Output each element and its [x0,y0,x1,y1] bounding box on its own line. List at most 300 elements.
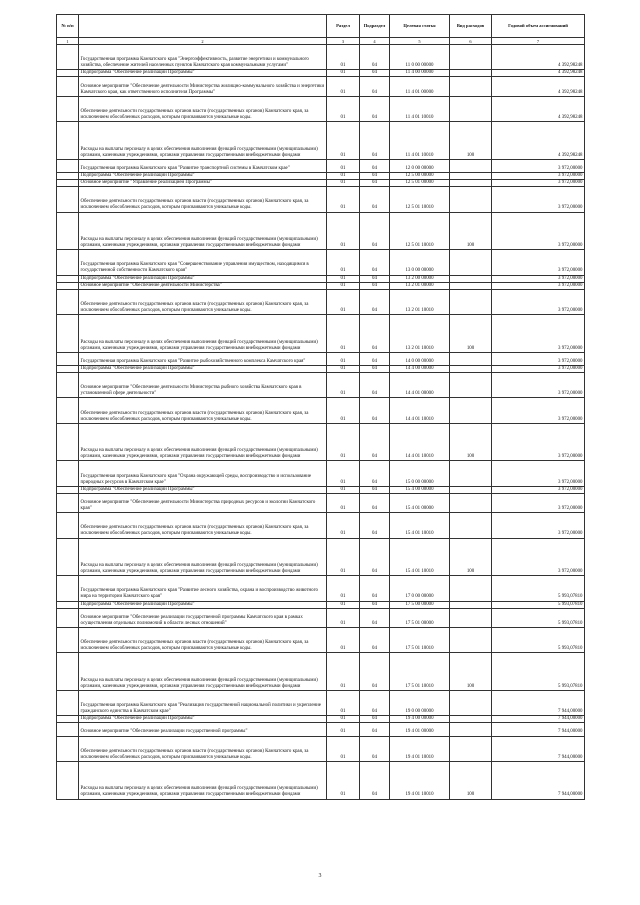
table-row [57,70,585,77]
row-name: Основное мероприятие "Обеспечение деятельности Министерства жилищно-коммунального хозяйства и энергетики Камчатского края, как ответственного исполнителя Программы" [79,77,327,96]
row-razdel: 01 [327,601,360,608]
row-podrazdel: 04 [360,608,390,627]
row-target-article: 12 5 01 10010 [390,187,450,212]
row-target-article: 12 5 01 10010 [390,212,450,250]
table-row [57,365,585,372]
row-razdel: 01 [327,690,360,715]
row-amount: 3 972,00000 [492,486,585,493]
row-target-article: 14 0 00 00000 [390,352,450,365]
row-target-article: 17 5 00 00000 [390,601,450,608]
row-expense-type [450,716,492,723]
row-target-article: 11 4 00 00000 [390,70,450,77]
row-razdel: 01 [327,180,360,187]
row-razdel: 01 [327,372,360,397]
table-row [57,122,585,160]
row-target-article: 12 5 00 00000 [390,172,450,179]
row-podrazdel: 04 [360,159,390,172]
row-razdel: 01 [327,159,360,172]
row-razdel: 01 [327,608,360,627]
row-amount: 3 972,00000 [492,423,585,461]
row-number [57,653,79,691]
row-razdel: 01 [327,172,360,179]
row-amount: 7 944,00000 [492,690,585,715]
row-name: Основное мероприятие "Обеспечение реализации государственной программы" [79,723,327,736]
row-target-article: 17 0 00 00000 [390,576,450,601]
table-row [57,538,585,576]
row-podrazdel: 04 [360,461,390,486]
row-name: Обеспечение деятельности государственных органов власти (государственных органов) Камчатского края, за исключением обособленных расходов, которым присваиваются уникальные коды. [79,398,327,423]
row-podrazdel: 04 [360,716,390,723]
row-name: Расходы на выплаты персоналу в целях обеспечения выполнения функций государственными (муниципальными) органами, казенными учреждениями, органами управления государственными внебюджетными фондами [79,538,327,576]
row-podrazdel: 04 [360,172,390,179]
row-razdel: 01 [327,723,360,736]
column-number: 4 [360,38,390,45]
row-number [57,538,79,576]
row-target-article: 19 4 01 00000 [390,723,450,736]
row-name: Обеспечение деятельности государственных органов власти (государственных органов) Камчатского края, за исключением обособленных расходов, которым присваиваются уникальные коды. [79,736,327,761]
row-number [57,352,79,365]
row-name: Основное мероприятие "Обеспечение деятельности Министерства рыбного хозяйства Камчатского края в установленной сфере деятельности" [79,372,327,397]
table-row [57,761,585,799]
row-name: Государственная программа Камчатского края "Энергоэффективность, развитие энергетики и коммунального хозяйства, обеспечение жителей населенных пунктов Камчатского края коммунальными услугами" [79,45,327,70]
row-razdel: 01 [327,486,360,493]
row-expense-type [450,486,492,493]
row-target-article: 11 4 01 00000 [390,77,450,96]
row-name: Расходы на выплаты персоналу в целях обеспечения выполнения функций государственными (муниципальными) органами, казенными учреждениями, органами управления государственными внебюджетными фондами [79,315,327,353]
row-target-article: 17 5 01 10010 [390,653,450,691]
row-podrazdel: 04 [360,122,390,160]
row-target-article: 13 2 01 10010 [390,289,450,314]
row-razdel: 01 [327,275,360,282]
page-number: 3 [318,873,322,879]
row-razdel: 01 [327,77,360,96]
row-expense-type [450,601,492,608]
header-podrazdel: Подраздел [360,15,390,38]
row-razdel: 01 [327,761,360,799]
row-razdel: 01 [327,716,360,723]
row-amount: 3 972,00000 [492,372,585,397]
row-target-article: 15 4 01 00000 [390,493,450,512]
table-row [57,398,585,423]
row-target-article: 15 4 00 00000 [390,486,450,493]
row-expense-type [450,70,492,77]
table-row [57,250,585,275]
row-amount: 5 993,07810 [492,627,585,652]
row-name: Расходы на выплаты персоналу в целях обеспечения выполнения функций государственными (муниципальными) органами, казенными учреждениями, органами управления государственными внебюджетными фондами [79,212,327,250]
row-razdel: 01 [327,365,360,372]
row-target-article: 11 4 01 10010 [390,96,450,121]
row-podrazdel: 04 [360,627,390,652]
row-name: Подпрограмма "Обеспечение реализации Программы" [79,486,327,493]
row-target-article: 11 4 01 10010 [390,122,450,160]
table-row [57,212,585,250]
header-no: № п/п [57,15,79,38]
row-name: Подпрограмма "Обеспечение реализации Программы" [79,601,327,608]
row-target-article: 13 0 00 00000 [390,250,450,275]
table-row [57,653,585,691]
row-number [57,723,79,736]
row-razdel: 01 [327,461,360,486]
row-name: Расходы на выплаты персоналу в целях обеспечения выполнения функций государственными (муниципальными) органами, казенными учреждениями, органами управления государственными внебюджетными фондами [79,122,327,160]
row-podrazdel: 04 [360,761,390,799]
row-amount: 3 972,00000 [492,159,585,172]
table-row [57,601,585,608]
row-podrazdel: 04 [360,493,390,512]
row-expense-type [450,736,492,761]
row-amount: 4 392,98248 [492,122,585,160]
row-expense-type: 100 [450,315,492,353]
row-name: Подпрограмма "Обеспечение реализации Программы" [79,716,327,723]
row-name: Обеспечение деятельности государственных органов власти (государственных органов) Камчатского края, за исключением обособленных расходов, которым присваиваются уникальные коды. [79,289,327,314]
row-number [57,315,79,353]
row-number [57,513,79,538]
row-amount: 3 972,00000 [492,461,585,486]
row-podrazdel: 04 [360,601,390,608]
row-target-article: 19 4 01 10010 [390,736,450,761]
row-name: Обеспечение деятельности государственных органов власти (государственных органов) Камчатского края, за исключением обособленных расходов, которым присваиваются уникальные коды. [79,96,327,121]
table-row [57,372,585,397]
header-annual-amount: Годовой объем ассигнований [492,15,585,38]
row-amount: 3 972,00000 [492,538,585,576]
header-razdel: Раздел [327,15,360,38]
table-row [57,608,585,627]
row-amount: 3 972,00000 [492,275,585,282]
row-razdel: 01 [327,122,360,160]
row-razdel: 01 [327,212,360,250]
row-expense-type: 100 [450,212,492,250]
budget-table [56,14,585,800]
row-razdel: 01 [327,736,360,761]
row-target-article: 14 4 01 10010 [390,423,450,461]
row-target-article: 12 5 01 00000 [390,180,450,187]
row-amount: 5 993,07810 [492,608,585,627]
row-amount: 3 972,00000 [492,493,585,512]
row-number [57,627,79,652]
row-expense-type [450,289,492,314]
table-row [57,315,585,353]
row-razdel: 01 [327,627,360,652]
row-name: Основное мероприятие "Обеспечение реализации государственной программы Камчатского края в рамках осуществления отдельных полномочий в области лесных отношений" [79,608,327,627]
row-target-article: 19 4 00 00000 [390,716,450,723]
row-name: Государственная программа Камчатского края "Развитие транспортной системы в Камчатском крае" [79,159,327,172]
row-amount: 3 972,00000 [492,352,585,365]
column-number: 5 [390,38,450,45]
row-podrazdel: 04 [360,282,390,289]
row-number [57,172,79,179]
row-amount: 3 972,00000 [492,513,585,538]
row-number [57,716,79,723]
row-expense-type [450,250,492,275]
row-expense-type [450,275,492,282]
table-row [57,461,585,486]
table-row [57,513,585,538]
row-number [57,159,79,172]
row-razdel: 01 [327,250,360,275]
row-number [57,423,79,461]
row-razdel: 01 [327,493,360,512]
row-number [57,372,79,397]
table-row [57,172,585,179]
row-expense-type [450,352,492,365]
row-amount: 5 993,07810 [492,601,585,608]
table-row [57,690,585,715]
row-podrazdel: 04 [360,315,390,353]
row-expense-type [450,493,492,512]
row-razdel: 01 [327,398,360,423]
row-podrazdel: 04 [360,70,390,77]
row-podrazdel: 04 [360,96,390,121]
row-name: Расходы на выплаты персоналу в целях обеспечения выполнения функций государственными (муниципальными) органами, казенными учреждениями, органами управления государственными внебюджетными фондами [79,653,327,691]
row-podrazdel: 04 [360,365,390,372]
row-expense-type [450,372,492,397]
row-podrazdel: 04 [360,187,390,212]
row-expense-type [450,513,492,538]
table-row [57,275,585,282]
row-razdel: 01 [327,282,360,289]
row-podrazdel: 04 [360,289,390,314]
row-name: Основное мероприятие "Обеспечение деятельности Министерства природных ресурсов и экологии Камчатского края" [79,493,327,512]
row-podrazdel: 04 [360,513,390,538]
row-number [57,576,79,601]
row-amount: 3 972,00000 [492,172,585,179]
row-expense-type [450,77,492,96]
row-podrazdel: 04 [360,690,390,715]
header-target-article: Целевая статья [390,15,450,38]
row-amount: 5 993,07810 [492,653,585,691]
row-amount: 3 972,00000 [492,250,585,275]
row-number [57,122,79,160]
row-number [57,365,79,372]
row-number [57,601,79,608]
column-number: 3 [327,38,360,45]
row-target-article: 14 4 00 00000 [390,365,450,372]
table-row [57,96,585,121]
row-podrazdel: 04 [360,212,390,250]
row-name: Государственная программа Камчатского края "Охрана окружающей среды, воспроизводство и использование природных ресурсов в Камчатском крае" [79,461,327,486]
row-number [57,96,79,121]
row-target-article: 13 2 01 00000 [390,282,450,289]
table-row [57,159,585,172]
row-razdel: 01 [327,352,360,365]
row-expense-type [450,96,492,121]
row-amount: 3 972,00000 [492,180,585,187]
row-amount: 3 972,00000 [492,398,585,423]
header-name [79,15,327,38]
row-target-article: 12 0 00 00000 [390,159,450,172]
row-amount: 7 944,00000 [492,736,585,761]
row-amount: 3 972,00000 [492,282,585,289]
row-expense-type [450,180,492,187]
row-podrazdel: 04 [360,180,390,187]
table-row [57,486,585,493]
row-number [57,736,79,761]
row-expense-type: 100 [450,423,492,461]
row-razdel: 01 [327,289,360,314]
table-header [57,15,585,45]
table-row [57,627,585,652]
row-number [57,398,79,423]
row-amount: 4 392,98248 [492,45,585,70]
row-razdel: 01 [327,513,360,538]
row-amount: 7 944,00000 [492,716,585,723]
row-expense-type [450,608,492,627]
row-target-article: 14 4 01 10010 [390,398,450,423]
row-target-article: 11 0 00 00000 [390,45,450,70]
row-amount: 3 972,00000 [492,212,585,250]
row-number [57,761,79,799]
header-expense-type: Вид расходов [450,15,492,38]
row-name: Расходы на выплаты персоналу в целях обеспечения выполнения функций государственными (муниципальными) органами, казенными учреждениями, органами управления государственными внебюджетными фондами [79,423,327,461]
row-expense-type [450,187,492,212]
row-expense-type [450,723,492,736]
row-razdel: 01 [327,96,360,121]
row-target-article: 17 5 01 00000 [390,608,450,627]
row-razdel: 01 [327,653,360,691]
row-number [57,608,79,627]
row-name: Основное мероприятие "Обеспечение деятельности Министерства" [79,282,327,289]
row-name: Подпрограмма "Обеспечение реализации Программы" [79,172,327,179]
row-target-article: 15 4 01 10010 [390,513,450,538]
row-expense-type: 100 [450,761,492,799]
row-amount: 5 993,07810 [492,576,585,601]
row-podrazdel: 04 [360,275,390,282]
row-name: Расходы на выплаты персоналу в целях обеспечения выполнения функций государственными (муниципальными) органами, казенными учреждениями, органами управления государственными внебюджетными фондами [79,761,327,799]
row-name: Обеспечение деятельности государственных органов власти (государственных органов) Камчатского края, за исключением обособленных расходов, которым присваиваются уникальные коды. [79,187,327,212]
row-amount: 4 392,98248 [492,70,585,77]
row-podrazdel: 04 [360,736,390,761]
row-amount: 7 944,00000 [492,761,585,799]
row-podrazdel: 04 [360,576,390,601]
row-expense-type [450,398,492,423]
row-number [57,493,79,512]
row-number [57,461,79,486]
row-number [57,250,79,275]
row-expense-type [450,365,492,372]
row-expense-type: 100 [450,122,492,160]
row-number [57,289,79,314]
row-name: Государственная программа Камчатского края "Совершенствование управления имуществом, находящимся в государственной собственности Камчатского края" [79,250,327,275]
row-amount: 3 972,00000 [492,315,585,353]
row-expense-type [450,282,492,289]
table-row [57,736,585,761]
table-row [57,180,585,187]
row-name: Государственная программа Камчатского края "Реализация государственной национальной политики и укрепление гражданского единства в Камчатском крае" [79,690,327,715]
row-expense-type: 100 [450,538,492,576]
row-target-article: 14 4 01 00000 [390,372,450,397]
table-row [57,282,585,289]
row-name: Государственная программа Камчатского края "Развитие лесного хозяйства, охрана и воспроизводство животного мира на территории Камчатского края" [79,576,327,601]
table-row [57,77,585,96]
row-name: Основное мероприятие "Управление реализацией Программы" [79,180,327,187]
table-row [57,423,585,461]
row-amount: 7 944,00000 [492,723,585,736]
row-number [57,486,79,493]
row-razdel: 01 [327,423,360,461]
row-target-article: 19 0 00 00000 [390,690,450,715]
table-row [57,716,585,723]
column-number: 7 [492,38,585,45]
row-expense-type [450,627,492,652]
budget-table-sheet [56,14,584,800]
row-razdel: 01 [327,315,360,353]
row-number [57,275,79,282]
row-name: Государственная программа Камчатского края "Развитие рыбохозяйственного комплекса Камчатского края" [79,352,327,365]
row-podrazdel: 04 [360,352,390,365]
table-row [57,723,585,736]
row-expense-type: 100 [450,653,492,691]
table-row [57,493,585,512]
row-podrazdel: 04 [360,45,390,70]
row-expense-type [450,159,492,172]
row-expense-type [450,461,492,486]
row-razdel: 01 [327,538,360,576]
row-podrazdel: 04 [360,398,390,423]
table-row [57,45,585,70]
row-podrazdel: 04 [360,486,390,493]
row-number [57,187,79,212]
row-number [57,282,79,289]
row-name: Обеспечение деятельности государственных органов власти (государственных органов) Камчатского края, за исключением обособленных расходов, которым присваиваются уникальные коды. [79,627,327,652]
column-number: 1 [57,38,79,45]
row-amount: 4 392,98248 [492,96,585,121]
row-target-article: 17 5 01 10010 [390,627,450,652]
row-podrazdel: 04 [360,653,390,691]
row-number [57,212,79,250]
row-podrazdel: 04 [360,372,390,397]
row-podrazdel: 04 [360,538,390,576]
row-expense-type [450,45,492,70]
row-name: Подпрограмма "Обеспечение реализации Программы" [79,275,327,282]
row-razdel: 01 [327,576,360,601]
row-number [57,77,79,96]
row-expense-type [450,576,492,601]
row-name: Подпрограмма "Обеспечение реализации Программы" [79,70,327,77]
row-podrazdel: 04 [360,250,390,275]
table-body [57,45,585,800]
row-target-article: 15 0 00 00000 [390,461,450,486]
row-razdel: 01 [327,70,360,77]
row-podrazdel: 04 [360,723,390,736]
row-name: Подпрограмма "Обеспечение реализации Программы" [79,365,327,372]
row-number [57,690,79,715]
column-number: 6 [450,38,492,45]
row-razdel: 01 [327,45,360,70]
column-number: 2 [79,38,327,45]
row-expense-type [450,172,492,179]
row-podrazdel: 04 [360,77,390,96]
row-target-article: 19 4 01 10010 [390,761,450,799]
row-expense-type [450,690,492,715]
row-number [57,70,79,77]
row-target-article: 13 2 00 00000 [390,275,450,282]
row-number [57,45,79,70]
row-amount: 3 972,00000 [492,365,585,372]
table-row [57,289,585,314]
row-name: Обеспечение деятельности государственных органов власти (государственных органов) Камчатского края, за исключением обособленных расходов, которым присваиваются уникальные коды. [79,513,327,538]
table-row [57,352,585,365]
row-razdel: 01 [327,187,360,212]
row-amount: 3 972,00000 [492,187,585,212]
row-podrazdel: 04 [360,423,390,461]
row-amount: 3 972,00000 [492,289,585,314]
row-number [57,180,79,187]
column-number-row [57,38,585,45]
row-target-article: 15 4 01 10010 [390,538,450,576]
row-amount: 4 392,98248 [492,77,585,96]
row-target-article: 13 2 01 10010 [390,315,450,353]
table-row [57,576,585,601]
table-row [57,187,585,212]
